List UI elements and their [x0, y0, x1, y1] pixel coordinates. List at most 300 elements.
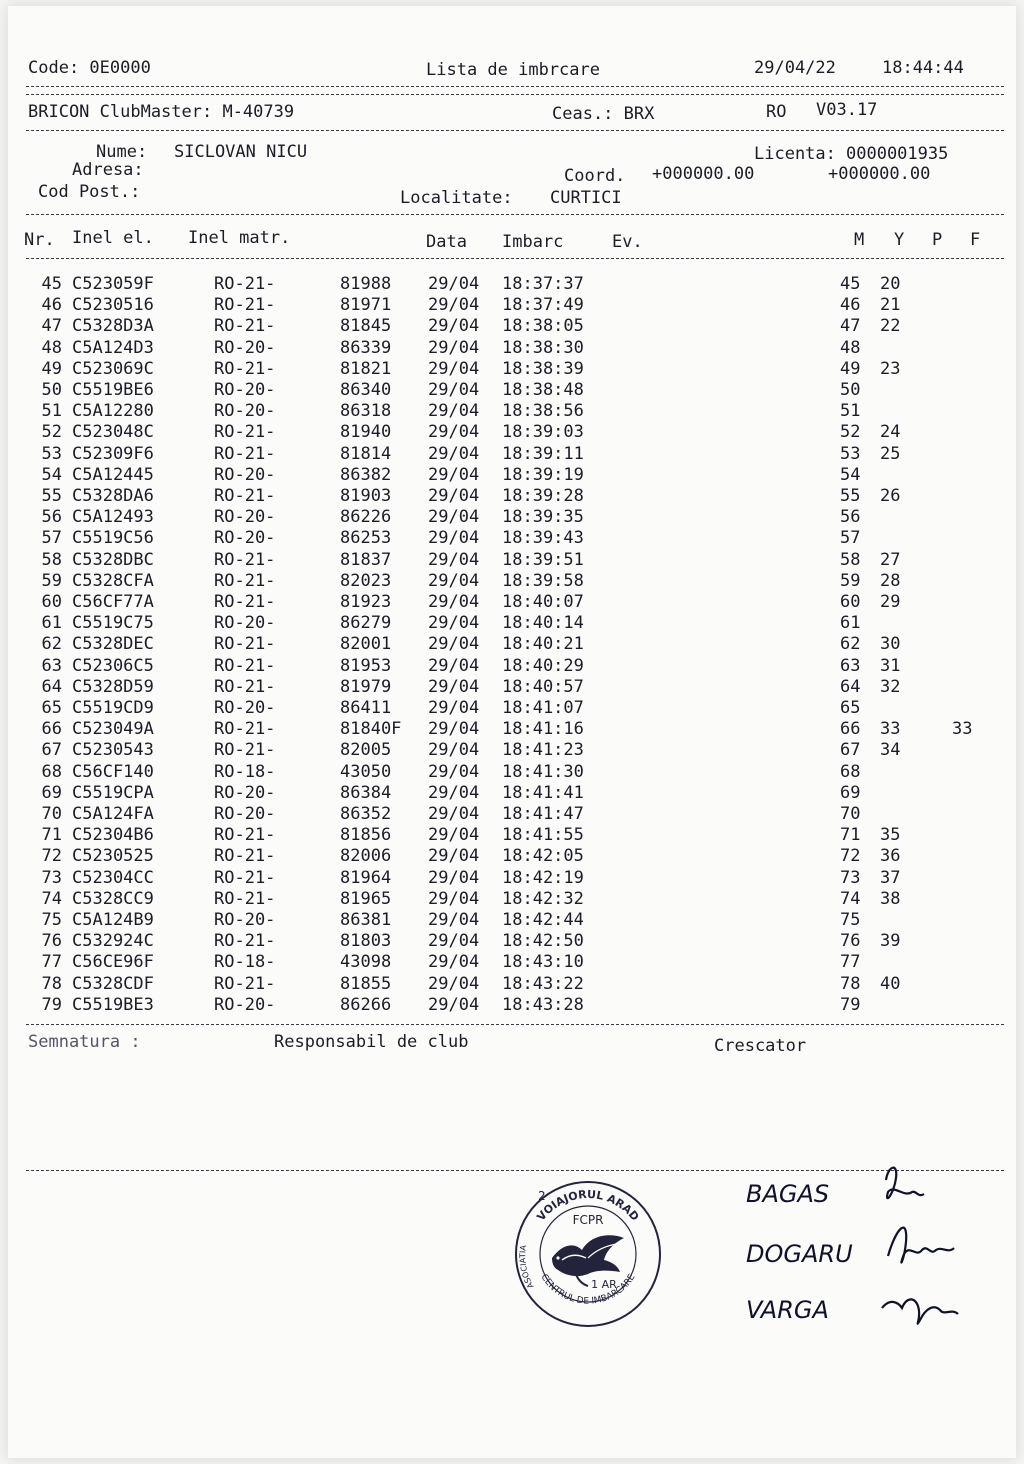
entry-time: 18:42:05 — [502, 846, 584, 867]
entry-time: 18:42:44 — [502, 910, 584, 930]
table-row — [8, 846, 1016, 867]
mark-m: 68 — [840, 761, 861, 782]
ring-number: 81903 — [340, 486, 392, 506]
mark-y: 24 — [880, 422, 901, 443]
electronic-ring: C5328D3A — [72, 316, 154, 337]
row-number: 68 — [41, 761, 62, 782]
mark-m: 71 — [840, 825, 861, 846]
ring-series: RO-20- — [214, 804, 276, 824]
mark-m: 73 — [840, 867, 861, 888]
table-row — [8, 613, 1016, 634]
row-number: 52 — [41, 422, 62, 443]
electronic-ring: C5328D59 — [72, 676, 154, 697]
ring-number: 81953 — [340, 655, 392, 676]
ring-number: 81803 — [340, 931, 392, 952]
row-number: 56 — [41, 507, 62, 528]
mark-y: 36 — [880, 846, 901, 867]
mark-m: 69 — [840, 782, 861, 803]
entry-time: 18:43:22 — [502, 973, 584, 994]
signature-name: DOGARU — [746, 1240, 853, 1268]
table-row — [8, 825, 1016, 846]
col-header-imbarc: Imbarc — [502, 232, 564, 252]
row-number: 73 — [41, 867, 62, 888]
mark-y: 40 — [880, 973, 901, 994]
row-number: 64 — [41, 676, 62, 697]
divider — [26, 86, 1004, 87]
ring-number: 86411 — [340, 698, 392, 718]
ring-number: 82006 — [340, 846, 392, 867]
electronic-ring: C5230543 — [72, 740, 154, 761]
entry-time: 18:42:19 — [502, 867, 584, 888]
pigeon-stamp-icon — [508, 1174, 668, 1334]
mark-m: 75 — [840, 910, 861, 930]
entry-date: 29/04 — [428, 549, 480, 570]
mark-y: 33 — [880, 719, 901, 740]
ring-number: 81979 — [340, 676, 392, 697]
mark-f: 33 — [952, 719, 973, 740]
ring-number: 43050 — [340, 761, 392, 782]
table-row — [8, 507, 1016, 528]
entry-date: 29/04 — [428, 422, 480, 443]
ring-number: 81855 — [340, 973, 392, 994]
svg-text:ASOCIATIA — [518, 1244, 535, 1290]
entry-date: 29/04 — [428, 464, 480, 485]
electronic-ring: C5328CDF — [72, 973, 154, 994]
electronic-ring: C52306C5 — [72, 655, 154, 676]
ring-series: RO-20- — [214, 380, 276, 400]
locality: CURTICI — [550, 188, 622, 208]
mark-y: 34 — [880, 740, 901, 761]
mark-y: 29 — [880, 592, 901, 612]
ring-number: 81965 — [340, 888, 392, 909]
ring-number: 86352 — [340, 804, 392, 824]
coord-x: +000000.00 — [652, 164, 755, 184]
signature-scribble — [886, 1168, 924, 1199]
ring-number: 86382 — [340, 464, 392, 485]
ring-series: RO-18- — [214, 952, 276, 973]
row-number: 50 — [41, 380, 62, 400]
entry-date: 29/04 — [428, 592, 480, 612]
col-header-ev: Ev. — [612, 232, 643, 252]
table-row — [8, 465, 1016, 486]
entry-date: 29/04 — [428, 401, 480, 422]
ring-number: 43098 — [340, 952, 392, 973]
stamp-bottom-text: CENTRUL DE IMBARCARE — [538, 1272, 638, 1307]
divider — [26, 130, 1004, 131]
ring-series: RO-21- — [214, 888, 276, 909]
entry-date: 29/04 — [428, 634, 480, 655]
table-row — [8, 740, 1016, 761]
electronic-ring: C5A124FA — [72, 804, 154, 824]
entry-date: 29/04 — [428, 528, 480, 549]
mark-y: 31 — [880, 655, 901, 676]
row-number: 48 — [41, 337, 62, 358]
entry-time: 18:39:43 — [502, 528, 584, 549]
entry-time: 18:43:10 — [502, 952, 584, 973]
entry-date: 29/04 — [428, 782, 480, 803]
entry-time: 18:41:47 — [502, 804, 584, 824]
entry-time: 18:40:57 — [502, 676, 584, 697]
ring-series: RO-20- — [214, 910, 276, 930]
mark-m: 57 — [840, 528, 861, 549]
table-row — [8, 995, 1016, 1016]
table-row — [8, 677, 1016, 698]
entry-time: 18:40:07 — [502, 592, 584, 612]
row-number: 72 — [41, 846, 62, 867]
row-number: 62 — [41, 634, 62, 655]
divider — [26, 94, 1004, 95]
electronic-ring: C523049A — [72, 719, 154, 740]
mark-y: 23 — [880, 358, 901, 379]
table-row — [8, 656, 1016, 677]
col-header-p: P — [932, 230, 943, 250]
row-number: 61 — [41, 613, 62, 634]
ring-series: RO-21- — [214, 719, 276, 740]
ring-series: RO-20- — [214, 507, 276, 528]
entry-time: 18:42:50 — [502, 931, 584, 952]
mark-m: 66 — [840, 719, 861, 740]
table-row — [8, 444, 1016, 465]
ring-series: RO-21- — [214, 358, 276, 379]
entry-date: 29/04 — [428, 761, 480, 782]
ring-number: 86340 — [340, 380, 392, 400]
entry-time: 18:38:30 — [502, 337, 584, 358]
ring-number: 86266 — [340, 994, 392, 1015]
ring-series: RO-21- — [214, 295, 276, 316]
mark-m: 74 — [840, 888, 861, 909]
ring-number: 82023 — [340, 570, 392, 591]
electronic-ring: C5519CD9 — [72, 698, 154, 718]
entry-date: 29/04 — [428, 825, 480, 846]
postal-label: Cod Post.: — [38, 182, 141, 202]
ring-number: 86253 — [340, 528, 392, 549]
list-title: Lista de imbrcare — [426, 60, 600, 80]
row-number: 76 — [41, 931, 62, 952]
mark-y: 20 — [880, 274, 901, 294]
entry-date: 29/04 — [428, 443, 480, 464]
locality-label: Localitate: — [400, 188, 513, 208]
table-row — [8, 486, 1016, 507]
entry-date: 29/04 — [428, 570, 480, 591]
entry-date: 29/04 — [428, 804, 480, 824]
entry-time: 18:38:48 — [502, 380, 584, 400]
row-number: 63 — [41, 655, 62, 676]
mark-m: 76 — [840, 931, 861, 952]
mark-m: 54 — [840, 464, 861, 485]
table-row — [8, 274, 1016, 295]
row-number: 55 — [41, 486, 62, 506]
svg-text:CENTRUL DE IMBARCARE — [538, 1272, 637, 1306]
row-number: 51 — [41, 401, 62, 422]
mark-y: 39 — [880, 931, 901, 952]
row-number: 60 — [41, 592, 62, 612]
clock-field: Ceas.: BRX — [552, 104, 655, 124]
signature-name: BAGAS — [746, 1180, 830, 1208]
col-header-nr: Nr. — [24, 230, 55, 250]
electronic-ring: C52309F6 — [72, 443, 154, 464]
table-row — [8, 338, 1016, 359]
divider — [26, 1024, 1004, 1025]
ring-series: RO-21- — [214, 676, 276, 697]
table-row — [8, 783, 1016, 804]
ring-number: 81964 — [340, 867, 392, 888]
entry-date: 29/04 — [428, 888, 480, 909]
entry-time: 18:40:21 — [502, 634, 584, 655]
mark-m: 46 — [840, 295, 861, 316]
mark-y: 25 — [880, 443, 901, 464]
ring-number: 81840F — [340, 719, 402, 740]
ring-series: RO-21- — [214, 825, 276, 846]
mark-m: 59 — [840, 570, 861, 591]
signature-scribble — [888, 1228, 954, 1263]
ring-series: RO-21- — [214, 867, 276, 888]
electronic-ring: C5328CC9 — [72, 888, 154, 909]
entry-date: 29/04 — [428, 846, 480, 867]
entry-date: 29/04 — [428, 973, 480, 994]
entry-date: 29/04 — [428, 740, 480, 761]
row-number: 74 — [41, 888, 62, 909]
name-label: Nume: — [96, 142, 148, 162]
club-responsible-label: Responsabil de club — [274, 1032, 469, 1052]
mark-m: 55 — [840, 486, 861, 506]
electronic-ring: C5519BE6 — [72, 380, 154, 400]
ring-series: RO-18- — [214, 761, 276, 782]
ring-series: RO-20- — [214, 528, 276, 549]
entry-time: 18:40:29 — [502, 655, 584, 676]
ring-number: 86339 — [340, 337, 392, 358]
ring-number: 82005 — [340, 740, 392, 761]
entry-time: 18:41:23 — [502, 740, 584, 761]
electronic-ring: C523069C — [72, 358, 154, 379]
signature-label: Semnatura : — [28, 1032, 141, 1052]
country-code: RO — [766, 102, 787, 122]
table-row — [8, 634, 1016, 655]
ring-number: 81821 — [340, 358, 392, 379]
table-row — [8, 359, 1016, 380]
electronic-ring: C5328DEC — [72, 634, 154, 655]
license-label: Licenta: — [754, 144, 836, 164]
electronic-ring: C52304CC — [72, 867, 154, 888]
ring-number: 81856 — [340, 825, 392, 846]
entry-date: 29/04 — [428, 655, 480, 676]
row-number: 77 — [41, 952, 62, 973]
entry-date: 29/04 — [428, 613, 480, 634]
ring-number: 81814 — [340, 443, 392, 464]
ring-series: RO-21- — [214, 973, 276, 994]
row-number: 57 — [41, 528, 62, 549]
mark-m: 51 — [840, 401, 861, 422]
ring-number: 81988 — [340, 274, 392, 294]
electronic-ring: C5A124B9 — [72, 910, 154, 930]
entry-time: 18:39:28 — [502, 486, 584, 506]
electronic-ring: C5A12445 — [72, 464, 154, 485]
electronic-ring: C523048C — [72, 422, 154, 443]
code-field: Code: 0E0000 — [28, 58, 151, 78]
electronic-ring: C56CF140 — [72, 761, 154, 782]
mark-m: 77 — [840, 952, 861, 973]
stamp-top-text: VOIAJORUL ARAD — [534, 1187, 642, 1224]
entry-date: 29/04 — [428, 295, 480, 316]
electronic-ring: C5230525 — [72, 846, 154, 867]
entry-time: 18:41:41 — [502, 782, 584, 803]
mark-m: 62 — [840, 634, 861, 655]
row-number: 67 — [41, 740, 62, 761]
print-time: 18:44:44 — [882, 58, 964, 78]
row-number: 66 — [41, 719, 62, 740]
entry-time: 18:39:03 — [502, 422, 584, 443]
mark-y: 21 — [880, 295, 901, 316]
row-number: 75 — [41, 910, 62, 930]
table-row — [8, 974, 1016, 995]
entry-time: 18:41:55 — [502, 825, 584, 846]
license-number: 0000001935 — [846, 144, 949, 164]
col-header-y: Y — [894, 230, 905, 250]
row-number: 78 — [41, 973, 62, 994]
row-number: 45 — [41, 274, 62, 294]
row-number: 58 — [41, 549, 62, 570]
mark-m: 45 — [840, 274, 861, 294]
electronic-ring: C5A12493 — [72, 507, 154, 528]
entry-time: 18:37:37 — [502, 274, 584, 294]
entry-time: 18:42:32 — [502, 888, 584, 909]
electronic-ring: C523059F — [72, 274, 154, 294]
table-row — [8, 698, 1016, 719]
table-row — [8, 380, 1016, 401]
mark-m: 61 — [840, 613, 861, 634]
entry-time: 18:40:14 — [502, 613, 584, 634]
ring-number: 86226 — [340, 507, 392, 528]
mark-y: 30 — [880, 634, 901, 655]
mark-y: 28 — [880, 570, 901, 591]
table-row — [8, 401, 1016, 422]
mark-m: 63 — [840, 655, 861, 676]
mark-m: 53 — [840, 443, 861, 464]
ring-number: 82001 — [340, 634, 392, 655]
ring-series: RO-21- — [214, 486, 276, 506]
entry-date: 29/04 — [428, 676, 480, 697]
stamp-fcpr: FCPR — [572, 1213, 604, 1227]
table-row — [8, 910, 1016, 931]
table-row — [8, 952, 1016, 973]
mark-y: 35 — [880, 825, 901, 846]
electronic-ring: C5A124D3 — [72, 337, 154, 358]
electronic-ring: C5328DBC — [72, 549, 154, 570]
electronic-ring: C5328DA6 — [72, 486, 154, 506]
mark-y: 26 — [880, 486, 901, 506]
row-number: 49 — [41, 358, 62, 379]
divider — [26, 258, 1004, 259]
entry-date: 29/04 — [428, 952, 480, 973]
ring-series: RO-21- — [214, 570, 276, 591]
table-row — [8, 550, 1016, 571]
mark-y: 27 — [880, 549, 901, 570]
entry-time: 18:41:30 — [502, 761, 584, 782]
electronic-ring: C5519CPA — [72, 782, 154, 803]
entry-time: 18:39:51 — [502, 549, 584, 570]
mark-m: 47 — [840, 316, 861, 337]
row-number: 71 — [41, 825, 62, 846]
table-row — [8, 804, 1016, 825]
electronic-ring: C5A12280 — [72, 401, 154, 422]
ring-series: RO-20- — [214, 994, 276, 1015]
ring-series: RO-20- — [214, 698, 276, 718]
ring-series: RO-20- — [214, 401, 276, 422]
ring-series: RO-21- — [214, 846, 276, 867]
row-number: 69 — [41, 782, 62, 803]
electronic-ring: C56CE96F — [72, 952, 154, 973]
electronic-ring: C532924C — [72, 931, 154, 952]
mark-m: 72 — [840, 846, 861, 867]
row-number: 65 — [41, 698, 62, 718]
ring-number: 81837 — [340, 549, 392, 570]
row-number: 54 — [41, 464, 62, 485]
ring-number: 86279 — [340, 613, 392, 634]
version: V03.17 — [816, 100, 878, 120]
mark-m: 52 — [840, 422, 861, 443]
divider — [26, 214, 1004, 215]
entry-date: 29/04 — [428, 931, 480, 952]
stamp-left-text: ASOCIATIA — [518, 1244, 536, 1290]
table-row — [8, 931, 1016, 952]
mark-y: 32 — [880, 676, 901, 697]
col-header-data: Data — [426, 232, 467, 252]
mark-m: 56 — [840, 507, 861, 528]
electronic-ring: C5519C75 — [72, 613, 154, 634]
owner-name: SICLOVAN NICU — [174, 142, 308, 162]
row-number: 53 — [41, 443, 62, 464]
ring-number: 86381 — [340, 910, 392, 930]
table-row — [8, 868, 1016, 889]
electronic-ring: C5519BE3 — [72, 994, 154, 1015]
entry-date: 29/04 — [428, 337, 480, 358]
entry-date: 29/04 — [428, 486, 480, 506]
address-label: Adresa: — [72, 160, 144, 180]
entry-date: 29/04 — [428, 274, 480, 294]
table-row — [8, 528, 1016, 549]
row-number: 70 — [41, 804, 62, 824]
mark-m: 65 — [840, 698, 861, 718]
mark-m: 50 — [840, 380, 861, 400]
mark-y: 22 — [880, 316, 901, 337]
table-row — [8, 889, 1016, 910]
mark-m: 60 — [840, 592, 861, 612]
coord-label: Coord. — [564, 166, 626, 186]
electronic-ring: C5230516 — [72, 295, 154, 316]
print-date: 29/04/22 — [754, 58, 836, 78]
mark-m: 78 — [840, 973, 861, 994]
ring-series: RO-21- — [214, 549, 276, 570]
mark-m: 79 — [840, 994, 861, 1015]
entry-time: 18:39:58 — [502, 570, 584, 591]
ring-series: RO-21- — [214, 634, 276, 655]
breeder-label: Crescator — [714, 1036, 807, 1056]
entry-time: 18:38:39 — [502, 358, 584, 379]
entry-time: 18:39:19 — [502, 464, 584, 485]
stamp-number: 2 — [538, 1189, 546, 1203]
entry-date: 29/04 — [428, 380, 480, 400]
ring-series: RO-21- — [214, 443, 276, 464]
mark-m: 70 — [840, 804, 861, 824]
ring-series: RO-21- — [214, 655, 276, 676]
table-row — [8, 295, 1016, 316]
ring-number: 81971 — [340, 295, 392, 316]
system-name: BRICON ClubMaster: M-40739 — [28, 102, 295, 122]
entry-time: 18:38:56 — [502, 401, 584, 422]
col-header-inel-el: Inel el. — [72, 228, 154, 248]
entry-date: 29/04 — [428, 867, 480, 888]
col-header-m: M — [854, 230, 865, 250]
ring-series: RO-20- — [214, 337, 276, 358]
